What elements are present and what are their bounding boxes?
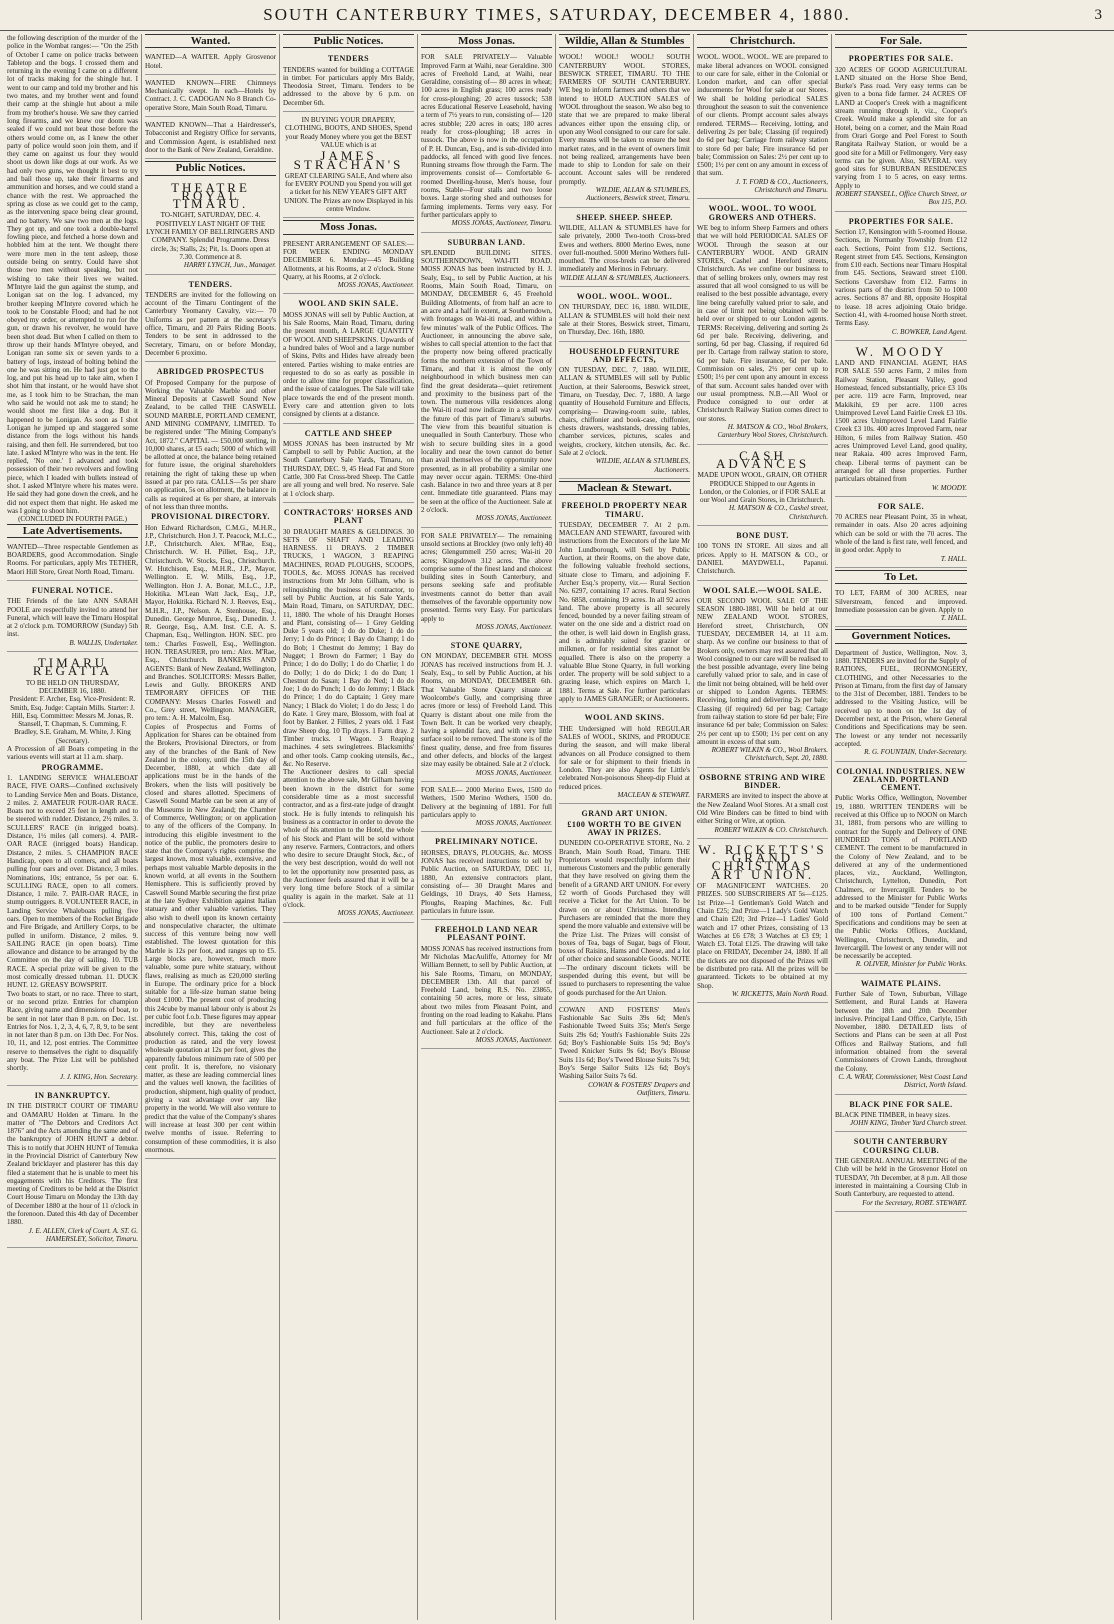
news-story: the following description of the murder of the police in the Wombat ranges:— "On the 25th of October I came on police tracks between Tabletop and the bogs. I crossed them and returning in the evening I came on a different lot of tracks making for the shingle hut. I went to our camp and told my brother and his two mates, and my brother went and found their camp at the shingle hut about a mile from my brother's house. We saw they carried long firearms, and we knew our doom was sealed if we could not beat those before the others would come on, as I knew the other party of police would soon join them, and if they came on against us four they would shoot us down like dogs at our work. As we had only two guns, we thought it best to try and bail those up, take their firearms and ammunition and horses, and we could stand a chance with the rest. We approached the spring as close as we could get to the camp, as the intervening space being clear ground, and no battery. We saw two men at the logs. They got up, and one took a double-barrel fowling piece, and fetched a horse down and hobbled him at the tent. We thought there were more men in the tent asleep, those outside being on sentry. Could have shot those two men without speaking, but not wishing to take their lives we waited. M'Intyre laid the gun against the stump, and Lonigan sat on the log. I advanced, my brother keeping M'Intyre covered which he took to be Constable Flood; and had he not obeyed my order, or attempted to run for the gun, or drawn his revolver, he would have been shot dead. But when I called on them to throw up their hands M'Intyre obeyed, and Lonigan ran some six or seven yards to a battery of logs, instead of bolting behind the one he was sitting on. He had just got to the log, and put his head up to take aim, when I shot him that instant, or he would have shot me, as I took him to be Strachan, the man who said he would not ask me to stand; he would shoot me first like a dog. But it happened to be Lonigan. As soon as I shot Lonigan he jumped up and staggered some distance from the logs without his hands raising, and then fell. He surrendered, but too late. I asked M'Intyre who was in the tent. He replied, 'No one.' I advanced and took possession of their two revolvers and fowling piece, which I loaded with bullets instead of shot. I asked M'Intyre where his mates were. He said they had gone down the creek, and he did not expect them that night. He asked me was I going to shoot him. — [7, 34, 138, 515]
ad-title: TIMARU REGATTA — [32, 655, 113, 679]
ad-sections — [421, 530, 552, 637]
ad-signature: ROBERT WILKIN & CO. Christchurch. — [714, 825, 828, 834]
ad-waihi-farm — [421, 51, 552, 232]
ad-signature: H. MATSON & CO., Wool Brokers, Canterbury Wool Stores, Christchurch. — [717, 423, 828, 440]
ad-title: FREEHOLD LAND NEAR PLEASANT POINT. — [434, 925, 539, 943]
ad-black-pine — [835, 1097, 967, 1133]
ad-title: FOR SALE. — [877, 501, 925, 511]
ad-waiter — [145, 51, 276, 75]
ad-title: STONE QUARRY, — [450, 641, 523, 651]
ad-text: TUESDAY, DECEMBER 7. At 2 p.m. MACLEAN AND STEWART, favoured with instructions from the Executors of the late Mr John Lundborough, will Sell by Public Auction, at their Rooms, on the above date, the following valuable freehold sections, situate close to Timaru, and adjoining F. Archer Esq.'s property, viz.— Rural Section No. 6297, containing 17 acres. Rural Section No. 6858, containing 19 acres. In all 92 acres land. The above property is all securely fenced, bounded by a never failing stream of water on the one side and a district road on the other, is well laid down in English grass, and is admirably suited for grazier or milkmen, or for residential sites cannot be equalled. There is also on the property a valuable Blue Stone Quarry, in full working order. The property will be sold subject to a grazing lease, which expires on March 1, 1881. Terms at Sale. For further particulars apply to JAMES GRANGER; or Auctioneers. — [559, 520, 690, 704]
ad-quarry — [421, 638, 552, 782]
ad-title: FREEHOLD PROPERTY NEAR TIMARU. — [561, 501, 688, 519]
ad-text: FARMERS are invited to inspect the above at the New Zealand Wool Stores. At a small cost Old Wire Binders can be fitted to bind with either String or Wire, at option. — [697, 792, 828, 826]
ad-text: PRESENT ARRANGEMENT OF SALES:— FOR WEEK ENDING MONDAY DECEMBER 6. Monday—45 Building Allotments, at his Rooms, at 2 o'clock. Stone Quarry, at his Rooms, at 2 o'clock. — [283, 239, 414, 281]
ad-text: ON MONDAY, DECEMBER 6TH. MOSS JONAS has received instructions from H. J. Sealy, Esq., to sell by Public Auction, at his Rooms, on MONDAY, DECEMBER 6th. That Valuable Stone Quarry situate at Woolcombe's Gully, and comprising three acres (more or less) of Freehold Land. This Quarry is distant about one mile from the Town Belt. It can be worked very cheaply, having a splendid face, and with very little surface soil to be removed. The stone is of the finest quality, dense, and free from fissures and other defects, and blocks of the largest size may easily be obtained. Sale at 2 o'clock. — [421, 652, 552, 769]
ad-signature: C. BOWKER, Land Agent. — [891, 327, 967, 336]
ad-bone-dust — [697, 528, 828, 580]
ad-text: 70 ACRES near Pleasant Point, 35 in wheat, remainder in oats. Also 20 acres adjoining which can be sold or with the 70 acres. The whole of the land is first rate, well fenced, and in good order. Apply to — [835, 513, 967, 555]
ad-wool-skin — [283, 296, 414, 423]
ad-ewes — [421, 784, 552, 832]
ad-signature: HARRY LYNCH, Jun., Manager. — [183, 261, 276, 270]
column-6 — [694, 34, 832, 1620]
ad-text: COWAN AND FOSTERS' Men's Fashionable Sac Suits 39s 6d; Men's Fashionable Tweed Suits 35s; Men's Serge Suits 29s 6d; Youth's Fashionable Suits 22s 6d; Boy's Fashionable Suits 15s 9d; Boy's Tweed Knicker Suits 9s 6d; Boy's Blouse Suits 11s 6d; Boy's Tweed Blouse Suits 7s 9d; Boy's Serge Sailor Suits 12s 6d; Boy's Washing Sailor Suits 7s 6d. — [559, 1005, 690, 1081]
ad-cattle-sheep — [283, 426, 414, 503]
ad-text: DUNEDIN CO-OPERATIVE STORE, No. 2 Branch, Main South Road, Timaru. THE Proprietors would respectfully inform their numerous Customers and the public generally that they have resolved on giving them the benefit of a GRAND ART UNION. For every £2 worth of Goods Purchased they will receive a Ticket for the Art Union. To be drawn on or about Christmas. Intending Purchasers are reminded that the more they spend the more valuable and extensive will be the Prize List. The Prizes will consist of boxes of Tea, bags of Sugar, bags of Flour, boxes of Raisins, Hams and Cheese, and a lot of other choice and seasonable Goods. NOTE—The ordinary discount tickets will be suspended during this event, but will be issued to purchasers to representing the value of goods purchased for the Art Union. — [559, 839, 690, 997]
ad-text: TENDERS are invited for the following on account of the Timaru Contingent of the Canterbury Yeomanry Cavalry, viz:— 70 Uniforms as per pattern at the secretary's office, Timaru, and 20 Pairs Riding Boots. Tenders to be sent in addressed to the Secretary, Timaru, on or before Monday, December 6 proximo. — [145, 290, 276, 357]
ad-bankruptcy — [7, 1088, 138, 1248]
ad-chimneys — [145, 77, 276, 117]
ad-regatta — [7, 654, 138, 1086]
ad-title: PROGRAMME. — [41, 762, 104, 772]
ad-signature: COWAN & FOSTERS' Drapers and Outfitters, Timaru. — [588, 1080, 690, 1097]
ad-text: 100 TONS IN STORE. All sizes and all prices. Apply to H. MATSON & CO., or DANIEL MAYDWELL, Papanui. Christchurch. — [697, 542, 828, 576]
ad-title: PROPERTIES FOR SALE. — [848, 54, 954, 64]
ad-text: Section 17, Kensington with 5-roomed House. Sections, in Normanby Township from £12 each. Sections, Point from £12. Sections, Regent street from £45. Sections, Kensington from £10 each. Sections near Timaru Hospital from £45. Sections, Seaward street £100. Sections Cavershaw from £12. Farms in various parts of the district from 50 to 1000 acres. Sections 87 and 88, opposite Hospital to lease. 18 acres adjoining Otaio bridge. Section 41, with 4-roomed house North street. Terms Easy. — [835, 227, 967, 328]
ad-text: MOSS JONAS has received instructions from Mr Nicholas MacAuliffe, Attorney for Mr William Bennett, to sell by Public Auction, at his Sale Rooms, Timaru, on MONDAY, DECEMBER 13th. All that parcel of Freehold Land, being R.S. No. 23865, containing 50 acres, more or less, situate about two miles from Pleasant Point, and fronting on the road leading to Kakahu. Plans and full particulars at the office of the Auctioneer. Sale at 2 o'clock. — [421, 944, 552, 1036]
ad-stansell — [835, 51, 967, 211]
ad-title: WOOL SALE.—WOOL SALE. — [703, 585, 822, 595]
ad-tenders — [145, 277, 276, 363]
ad-signature: R. G. FOUNTAIN, Under-Secretary. — [864, 748, 967, 757]
ad-text: WOOL. WOOL. WOOL. WE are prepared to make liberal advances on WOOL consigned to our care for sale, either in the Colonial or London market, and can offer special inducements for Wool for sale at our Stores. We shall be holding periodical SALES throughout the season to suit the convenience of our clients. Prompt account sales always rendered. TERMS— Receiving, lotting, and delivering 2s per bale; Classing (if required) do 6d per bag; Carriage from railway station to store 6d per bale; Fire insurance 6d per bale; Commission on Sales: 2½ per cent up to £500; 1½ per cent on any amount in excess of that sum. — [697, 53, 828, 178]
ad-text: WANTED—A WAITER. Apply Grosvenor Hotel. — [145, 53, 276, 70]
ad-text: WANTED KNOWN—That a Hairdresser's, Tobacconist and Registry Office for servants, and Commission Agent, is established next door to the Bank of New Zealand, Geraldine. — [145, 121, 276, 154]
ad-title: WOOL. WOOL. TO WOOL GROWERS AND OTHERS. — [708, 204, 817, 222]
ad-text: HORSES, DRAYS, PLOUGHS, &c. MOSS JONAS has received instructions to sell by Public Auction, on SATURDAY, DEC 11, 1880, An extensive contractors plant, consisting of— 30 Draught Mares and Geldings, 10 Drays, 40 Sets Harness, Ploughs, Reaping Machines, &c. Full particulars in future issue. — [421, 848, 552, 915]
ad-ricketts — [697, 841, 828, 1003]
page-number: 3 — [1094, 7, 1104, 23]
ad-title: JAMES STRACHAN'S — [293, 148, 404, 172]
ad-text: WOOL! WOOL! WOOL! SOUTH CANTERBURY WOOL STORES, BESWICK STREET, TIMARU. TO THE FARMERS OF SOUTH CANTERBURY. WE beg to inform farmers and others that we intend to HOLD AUCTION SALES of WOOL throughout the season. We also beg to state that we are prepared to make liberal advances either upon the ensuing clip, or upon any Wool consigned to our care for sale. Every means will be taken to ensure the best market rates, and in the event of owners limit not being realized, arrangements have been made to ship to London for sale on their account. Account sales will be rendered promptly. — [559, 53, 690, 186]
ad-title: WOOL AND SKIN SALE. — [298, 299, 399, 309]
column-5 — [556, 34, 694, 1620]
ad-title: TENDERS. — [188, 279, 233, 289]
column-2 — [142, 34, 280, 1620]
ad-theatre — [145, 179, 276, 275]
ad-text: Hon Edward Richardson, C.M.G., M.H.R., J.P., Christchurch. Hon J. T. Peacock, M.L.C., J.P., Christchurch. Alex. M'Rae, Esq., Christchurch. W. H. Pilliet, Esq., J.P., Christchurch. W. Stocks, Esq., Christchurch. W. Hutchison, Esq., M.H.R., J.P., Mayor, Wellington. E. W. Mills, Esq., J.P., Wellington. Hon J. A. Bonar, M.L.C., J.P., Hokitika. M'Lean Watt Jack, Esq., J.P., Mayor, Hokitika. Richard N. J. Reeves, Esq., M.H.R., J.P., Nelson. A. Stenhouse, Esq., Dunedin. George Munroe, Esq., Dunedin. J. R. George, Esq., A.M. Inst. C.E. A. S. Chapman, Esq., Wellington. HON. SEC. pro tem.: Charles Foswell, Esq., Wellington. HON. TREASURER, pro tem.: Alex. M'Rae, Esq., Christchurch. BANKERS AND AGENTS: Bank of New Zealand, Wellington, and Branches. SOLICITORS: Messrs Baller, Lewis and Gully. BROKERS AND TEMPORARY OFFICES OF THE COMPANY: Messrs Charles Foswell and Co., Grey street, Wellington. MANAGER, pro tem.: A. H. Malcolm, Esq. — [145, 523, 276, 723]
ad-text: A Procession of all Boats competing in the various events will start at 11 a.m. sharp. — [7, 745, 138, 762]
ad-title: W. MOODY — [855, 343, 947, 359]
ad-signature: WILDIE ALLAN & STUMBLES, Auctioneers. — [560, 273, 690, 282]
ad-title: SOUTH CANTERBURY COURSING CLUB. — [853, 1137, 949, 1155]
ad-text: GREAT CLEARING SALE, And where also for EVERY POUND you Spend you will get a ticket for his NEW YEAR'S GIFT ART UNION. The Prizes are now Displayed in his centre Window. — [284, 171, 413, 214]
column-1 — [4, 34, 142, 1620]
ad-moody — [835, 343, 967, 497]
ad-signature: H. MATSON & CO., Cashel street, Christchurch. — [729, 504, 828, 521]
ad-text: ON TUESDAY, DEC. 7, 1880. WILDIE, ALLAN & STUMBLES will sell by Public Auction, at their Salerooms, Beswick street, Timaru, on Tuesday, Dec. 7, 1880. A large quantity of Household Furniture and Effects, comprising— Drawing-room suite, tables, chairs, chiffonier and book-case, chiffonier, chests drawers, washstands, dressing tables, chamber services, pictures, scales and weights, crockery, kitchen utensils, &c. &c. Sale at 2 o'clock. — [559, 366, 690, 458]
ad-signature: T. HALL. — [940, 554, 967, 563]
ad-signature: MOSS JONAS, Auctioneer. — [337, 909, 414, 918]
ad-bowker — [835, 214, 967, 341]
ad-signature: B. WALLIS, Undertaker. — [69, 638, 138, 647]
ad-text: WANTED KNOWN—FIRE Chimneys Mechanically swept. In each—Hotels by Contract. J. C. CADOGAN No 8 Branch Co-operative Store, Main South Road, Timaru. — [145, 78, 276, 112]
ad-pleasant-point — [421, 922, 552, 1049]
ad-text: TO LET, FARM of 300 ACRES, near Silverstream, fenced and improved. Immediate possession can be given. Apply to — [835, 589, 967, 614]
ad-text: THE Undersigned will hold REGULAR SALES of WOOL, SKINS, and PRODUCE during the season, and will make liberal advances on all Produce consigned to them for sale or for shipment to their friends in London. They are also Agents for Little's celebrated Non-poisonous Sheep-dip Fluid at reduced prices. — [559, 724, 690, 791]
section-header-moss-jonas: Moss Jonas. — [283, 220, 414, 234]
ad-title: CONTRACTORS' HORSES AND PLANT — [283, 507, 414, 526]
ad-contractors — [283, 505, 414, 923]
ad-title: PRELIMINARY NOTICE. — [435, 837, 538, 847]
ad-text: Two boats to start, or no race. Three to start, or no second prize. Entries for champion Race, giving name and dimensions of boat, to be sent in not later than 8 p.m. on Dec. 1st. Entries for Nos. 1, 2, 3, 4, 6, 7, 8, 9, to be sent in not later than 8 p.m. on 13th Dec. For Nos. 10, 11, and 12, post entries. The Committee reserve to themselves the right to disqualify any boat. The Prize List will be published shortly. — [7, 989, 138, 1073]
ad-text: WE beg to inform Sheep Farmers and others that we will hold PERIODICAL SALES OF WOOL Through the season at our CANTERBURY WOOL AND GRAIN STORES, Cashel and Hereford streets, Christchurch. As we confine our business to that of selling brokers only, owners may rest assured that all wool consigned to us will be realised to the best possible advantage, every line being carefully valued prior to sale, and in case of limit not being obtained will be held over or shipped to our London agents. TERMS: Receiving, delivering and sorting 2s 6d per bale. Receiving, delivering, and sorting, 6d per bag. Classing, if required 6d per lb. Cartage from railway station to store, 6d per bale. Fire insurance, 6d per bale. Commission on sales, 2½ per cent up to £500; 1½ per cent upon any amount in excess of that sum. Account sales handed over with our usual promptness. N.B.—All Wool or Produce consigned to our order at Christchurch Railway Station comes direct to our stores. — [697, 223, 828, 423]
ad-signature: MOSS JONAS, Auctioneer. — [475, 622, 552, 631]
ad-signature: ROBERT WILKIN & CO., Wool Brokers. Christchurch, Sept. 20, 1880. — [711, 746, 828, 763]
ad-signature: MOSS JONAS, Auctioneer. — [475, 514, 552, 523]
ad-text: Public Works Office, Wellington, November 19, 1880. WRITTEN TENDERS will be received at this Office up to NOON on March 31, 1881, from persons who are willing to contract for the Supply and Delivery of ONE HUNDRED TONS of PORTLAND CEMENT. The cement to be manufactured in the Colony of New Zealand, and to be delivered at any of the undermentioned places, viz., Auckland, Wellington, Christchurch, Lyttelton, Dunedin, Port Chalmers, or Invercargill. Tenders to be addressed to the Minister for Public Works and to be marked outside "Tender for Supply of 100 tons of Portland Cement." Specifications and conditions may be seen at the Public Works Offices, Auckland, Wellington, Christchurch, Dunedin, and Invercargill. The lowest or any tender will not be necessarily be accepted. — [835, 794, 967, 961]
ad-arrangement — [283, 238, 414, 295]
ad-preliminary — [421, 834, 552, 920]
ad-justice — [835, 647, 967, 762]
ad-cottage-tenders — [283, 51, 414, 112]
ad-hall-sale — [835, 499, 967, 568]
section-header-to-let: To Let. — [835, 570, 967, 584]
section-header-maclean: Maclean & Stewart. — [559, 481, 690, 495]
ad-signature: J. T. FORD & CO., Auctioneers, Christchurch and Timaru. — [735, 177, 828, 195]
ad-title: WOOL. WOOL. WOOL. — [576, 292, 673, 302]
ad-cowan-fosters — [559, 1004, 690, 1102]
ad-text: ON THURSDAY, DEC 16, 1880. WILDIE, ALLAN & STUMBLES will hold their next sale at their Stores, Beswick street, Timaru, on Thursday, Dec. 16th, 1880. — [559, 303, 690, 337]
section-header-public-notices: Public Notices. — [283, 34, 414, 48]
ad-text: President: F. Archer, Esq. Vice-President: R. Smith, Esq. Judge: Captain Mills. Starter: J. Hill, Esq. Committee: Messrs M. Jonas, R. Stansell, T. Chapman, S. Cumming, F. Bradley, S.E. Graham, M. White, J. King (Secretary). — [9, 695, 136, 745]
ad-title: PROPERTIES FOR SALE. — [848, 216, 954, 226]
ad-household — [559, 344, 690, 479]
ad-title: COLONIAL INDUSTRIES. NEW ZEALAND. PORTLAND CEMENT. — [836, 766, 966, 793]
ad-text: WILDIE, ALLAN & STUMBLES have for sale privately, 2000 Two-tooth Cross-bred Ewes and wethers. 8000 Merino Ewes, none over full-mouthed. 5000 Merino Wethers full-mouthed. The cross-breds can be delivered immediately and Merinos in February. — [559, 223, 690, 274]
ad-suburban — [421, 235, 552, 528]
ad-second-wool-sale — [697, 583, 828, 768]
ad-title: SUBURBAN LAND. — [447, 237, 526, 247]
ad-title: WOOL AND SKINS. — [584, 713, 665, 723]
ad-text: Copies of Prospectus and Forms of Application for Shares can be obtained from the Brokers, Provisional Directors, or from any of the branches of the Bank of New Zealand in the colony, until the 15th day of December, 1880, at which date all applications must be in the hands of the Brokers, when the lists will positively be closed and shares allotted. Specimens of Caswell Sound Marble can be seen at any of the Museums in New Zealand; the Chamber of Commerce, Wellington; or on application to any of the officers of the Company. In introducing this eligible investment to the notice of the public, the promoters desire to state that the Company's rights comprise the largest known, most valuable, extensive, and perhaps most valuable Marble deposits in the known world, at all events in the Southern Hemisphere. This is sufficiently proved by Caswell Sound Marble securing the first prize at the late Sydney Exhibition against Italian statuary and other valuable varieties. They also wish to dwell upon its known certainty and nonspeculative character, the ultimate success of this venture being now well established. The lowest quotation for this Marble is 12s per foot, and ranges up to £5. Large blocks are, however, much more valuable, some pure white statuary, without flaws, realising as much as £20,000 sterling in Europe. The ordinary price for a block suitable for a life-size human statue being about £1000. The present cost of producing this 24cube by manual labour only is about 2s per cubic foot f.o.b. These figures may appear incredible, but they are nevertheless absolutely correct. This, taking the cost of production as rated, and the very lowest wholesale quotation at 12s per foot, gives the apparently fabulous minimum rate of 500 per cent profit. It is, therefore, no visionary matter, as these are leading commercial lines and the values well known, the facilities of production, shipment, high quality of product, giving a vast advantage over any like property in the world. We will also venture to predict that the value of the Company's shares will increase at least 300 per cent within twelve months of issue. Referring to consumption of these commodities, it is also enormous. — [145, 722, 276, 1154]
ad-text: MOSS JONAS has been instructed by Mr Campbell to sell by Public Auction, at the South Canterbury Sale Yards, Timaru, on THURSDAY, DEC. 9, 45 Head Fat and Store Cattle, 300 Fat Cross-bred Sheep. The Cattle are all young and well bred. No reserve. Sale at 1 o'clock sharp. — [283, 439, 414, 498]
ad-ford-wool — [697, 51, 828, 199]
ad-wool-stores — [559, 51, 690, 207]
ad-text: MOSS JONAS will sell by Public Auction, at his Sale Rooms, Main Road, Timaru, during the present month, A LARGE QUANTITY OF WOOL AND SHEEPSKINS. Upwards of a hundred bales of Wool and a large number of Skins, Pelts and Hides have already been entered. Parties wishing to make entries are requested to do so as early as possible in order to allow time for proper classification, and the issue of catalogues. The Sale will take place towards the end of the present month. Every care and attention given to lots consigned by clients at a distance. — [283, 310, 414, 419]
ad-title: ABRIDGED PROSPECTUS — [156, 367, 265, 377]
ad-text: Department of Justice, Wellington, Nov. 3, 1880. TENDERS are invited for the Supply of RATIONS, FUEL, IRONMONGERY, CLOTHING, and other Necessaries to the Prison at Timaru, from the first day of January to the 31st of December, 1881. Tenders to be addressed to the Visiting Justice, will be received up to noon on the 1st day of December next, at the Prison, where General Conditions and Specifications may be seen. The lowest or any tender not necessarily accepted. — [835, 648, 967, 748]
masthead-title: SOUTH CANTERBURY TIMES, SATURDAY, DECEMBER 4, 1880. — [263, 5, 851, 24]
ad-boarders — [7, 541, 138, 581]
ad-subtitle: TO BE HELD ON THURSDAY, DECEMBER 16, 1880. — [25, 678, 120, 695]
ad-signature: W. RICKETTS, Main North Road. — [731, 989, 828, 998]
ad-title: CATTLE AND SHEEP — [304, 428, 393, 438]
ad-text: SPLENDID BUILDING SITES. SOUTHERNDOWN, WAI-ITI ROAD. MOSS JONAS has been instructed by H. J. Sealy, Esq., to sell by Public Auction, at his Rooms, Main South Road, Timaru, on MONDAY, DECEMBER 6, 45 Freehold Building Allotments, of from half an acre to an acre and a half in extent, at Southerndown, with frontages on Wai-iti road, and within a few minutes' walk of the Public Offices. The Auctioneer, in announcing the above sale, wishes to call special attention to the fact that the property now being offered practically forms the northern extension of the Town of Timaru, and that it is almost the only neighbourhood in which business men can find the great desiderata—quiet retirement and proximity to the business part of the town. The numerous villa residences along the Wai-iti road now indicate in a small way the future of this part of Timaru's suburbs. The view from this beautiful situation is unequalled in South Canterbury. Those who wish to secure building sites in a good locality and near the town cannot do better than avail themselves of the opportunity now presented, as in all probability a similar one may never occur again. TERMS: One-third cash. Balance in two and three years at 8 per cent. Immediate title guaranteed. Plans may be seen at the office of the Auctioneer. Sale at 2 o'clock. — [421, 248, 552, 515]
column-4 — [418, 34, 556, 1620]
section-header-government: Government Notices. — [835, 629, 967, 643]
ad-title: FUNERAL NOTICE. — [31, 586, 114, 595]
section-header-late: Late Advertisements. — [7, 524, 138, 538]
section-header-moss-jonas: Moss Jonas. — [421, 34, 552, 48]
ad-signature: R. OLIVER, Minister for Public Works. — [855, 960, 967, 969]
ad-osborne — [697, 770, 828, 839]
ad-title: OSBORNE STRING AND WIRE BINDER. — [699, 772, 826, 791]
ad-signature: MOSS JONAS, Auctioneer. — [475, 819, 552, 828]
section-header-wanted: Wanted. — [145, 34, 276, 48]
ad-text: LAND AND FINANCIAL AGENT, HAS FOR SALE 550 acres Farm, 2 miles from Railway Station, Pleasant Valley, good Homestead, fenced substantially, price £3 10s per acre. 119 acre Farm, Improved, near Makikihi, £9 per acre. 1100 acres Unimproved Level Land Fairlie Creek £3 10s. 1500 acres Unimproved Level Land Fairlie Creek £3 10s. 400 acres Improved Farm, near Hilton, 6 miles from Railway Station. 450 acres Unimproved Level Land, good quality, near Rakaia. 400 acres Improved Farm, cheap. Liberal terms of payment can be arranged for all these properties. Further particulars obtained from — [835, 359, 967, 484]
ad-title: BLACK PINE FOR SALE. — [849, 1099, 953, 1109]
ad-signature: WILDIE, ALLAN & STUMBLES, Auctioneers. — [595, 457, 690, 474]
section-header-christchurch: Christchurch. — [697, 34, 828, 48]
ad-portland-cement — [835, 764, 967, 974]
ad-prospectus — [145, 364, 276, 1159]
section-header-wildie: Wildie, Allan & Stumbles — [559, 34, 690, 48]
ad-freehold-timaru — [559, 498, 690, 708]
ad-signature: J. J. KING, Hon. Secretary. — [60, 1072, 138, 1081]
ad-text: WANTED—Three respectable Gentlemen as BOARDERS, good Accommodation. Single Rooms. For particulars, apply Mrs TETHER, Maori Hill Store, Great North Road, Timaru. — [7, 542, 138, 576]
ad-text: FOR SALE— 2000 Merino Ewes, 1500 do Wethers, 1500 Merino Wethers, 1500 do. Delivery at the beginning of 1881. For full particulars apply to — [421, 785, 552, 819]
ad-signature: WILDIE, ALLAN & STUMBLES, Auctioneers, Beswick street, Timaru. — [586, 186, 690, 203]
ad-headline: £100 WORTH TO BE GIVEN AWAY IN PRIZES. — [567, 819, 682, 837]
ad-text: FOR SALE PRIVATELY— The remaining unsold sections at Brockley (two only left) 40 acres; Glengummell 250 acres; Wai-iti 20 acres; Kingsdown 312 acres. The above comprise some of the finest land and choicest building sites in South Canterbury, and persons seeking safe and profitable investments cannot do better than avail themselves of the favorable opportunity now presented. Terms very Easy. For particulars apply to — [421, 531, 552, 623]
ad-signature: W. MOODY. — [931, 483, 967, 492]
ad-signature: J. E. ALLEN, Clerk of Court. A. ST. G. HAMERSLEY, Solicitor, Timaru. — [28, 1226, 138, 1243]
ad-text: THE GENERAL ANNUAL MEETING of the Club will be held in the Grosvenor Hotel on TUESDAY, 7th December, at 8 p.m. All those interested in maintaining a Coursing Club in South Canterbury, are requested to attend. — [835, 1157, 967, 1199]
ad-text: IN BUYING YOUR DRAPERY, CLOTHING, BOOTS, AND SHOES, Spend your Ready Money where you get the BEST VALUE which is at — [284, 116, 413, 149]
ad-text: OUR SECOND WOOL SALE OF THE SEASON 1880-1881, Will be held at our NEW ZEALAND WOOL STORES, Hereford street, Christchurch, ON TUESDAY, DECEMBER 14, at 11 a.m. sharp. As we confine our business to that of Brokers only, owners may rest assured that all Wool consigned to our care will be realised to the best possible advantage, every line being carefully valued prior to sale, and in case of the limit not being obtained, will be held over or shipped to London Agents. TERMS: Receiving, lotting and delivering 2s per bale; Classing (if required) 6d per bag; Cartage from railway station to store 6d per bale; Fire insurance 6d per bale; Commission on Sales: 2½ per cent up to £500; 1½ per cent on any amount in excess of that sum. — [697, 596, 828, 746]
ad-title: GRAND ART UNION. — [581, 809, 668, 819]
ad-hairdresser — [145, 119, 276, 159]
ad-text: 320 ACRES OF GOOD AGRICULTURAL LAND situated on the Horse Shoe Bend, Burke's Pass road. Very easy terms can be given to a bona fide farmer. 24 ACRES OF LAND at Cooper's Creek with a magnificent stream running through it, viz., Cooper's Creek. Would make a splendid site for an Hotel, being on a corner, and the Main Road from Orari Gorge and Peel Forest to South Rangitata Railway Station, or would be a good site for a Mill or Fellmongery. Very easy terms can be given. Also, SEVERAL very good sites for SUBURBAN RESIDENCES varying from 1 to 5 acres, on easy terms. Apply to — [835, 65, 967, 190]
ad-text: MADE UPON WOOL, GRAIN, OR OTHER PRODUCE Shipped to our Agents in London, or the Colonies, or if FOR SALE at our Wool and Grain Stores, in Christchurch. — [697, 471, 828, 505]
ad-signature: MOSS JONAS, Auctioneer. — [475, 768, 552, 777]
ad-signature: MACLEAN & STEWART. — [617, 791, 690, 800]
ad-signature: ROBERT STANSELL, Office Church Street, or Box 115, P.O. — [835, 190, 967, 207]
ad-title: IN BANKRUPTCY. — [34, 1090, 111, 1100]
ad-title: BONE DUST. — [736, 531, 789, 541]
columns — [4, 34, 1110, 1620]
ad-signature: JOHN KING, Timber Yard Church street. — [850, 1119, 967, 1128]
ad-signature: MOSS JONAS, Auctioneer, Timaru. — [451, 219, 552, 228]
ad-text: OF MAGNIFICENT WATCHES. 20 PRIZES. 500 SUBSCRIBERS AT 5s—£125. 1st Prize—1 Gentleman's Gold Watch and Chain £25; 2nd Prize—1 Lady's Gold Watch and Chain £20; 3rd Prize—1 Ladies' Gold watch and 17 other Prizes, consisting of 13 Watches at £6 £78; 3 Watches at £3 £9; 1 Watch £3. Total £125. The drawing will take place on FRIDAY, December 24, 1880. If all the tickets are not disposed of the Prizes will be distributed pro rata. All the prizes will be guaranteed. Tickets to be obtained at my Shop. — [697, 882, 828, 990]
ad-sheep — [559, 210, 690, 287]
ad-text: 30 DRAUGHT MARES & GELDINGS. 30 SETS OF SHAFT AND LEADING HARNESS. 11 DRAYS. 2 TIMBER TRUCKS, 1 WAGON, 3 REAPING MACHINES, ROAD PLOUGHS, SCOOPS, TOOLS, &c. MOSS JONAS has received instructions from Mr John Gilham, who is relinquishing the business of contractor, to sell by Public Auction, at his Sale Yards, Main Road, Timaru, on SATURDAY, DEC. 11, 1880. The whole of his Draught Horses and Plant, consisting of— 1 Grey Gelding Duke 5 years old; 1 do do Duke; 1 do do Jerry; 1 do do Prince; 1 Bay do Champ; 1 do do Bob; 1 Chestnut do Jemmy; 1 Bay do Nugget; 1 Brown do Farmer; 1 Bay do Prince; 1 do do Dolly; 1 do do Charlie; 1 do do Dolly; 1 do do Dick; 1 do do Dan; 1 Chestnut do Sasan; 1 Bay do Ned; 1 do do Joe; 1 do do Punch; 1 do do Jemmy; 1 Black do Prince; 1 do do Captain; 1 Grey mare Nancy; 1 Black do Violet; 1 do do Jess; 1 do do Kate. 1 Grey mare, Blossom, with foal at foot by Banker. 2 Fillies, 2 years old. 1 Fast draw Sheep dog. 10 Tip drays. 1 Farm dray. 2 Timber trucks. 1 Wagon. 3 Reaping machines. 4 sets swingletrees. Blacksmiths' and other tools. Camp cooking utensils, &c., &c. No Reserve. — [283, 527, 414, 768]
column-3 — [280, 34, 418, 1620]
ad-title: W. RICKETTS'S GRAND CHRISTMAS ART UNION. — [698, 841, 827, 882]
ad-waimate — [835, 976, 967, 1095]
concluded-note: (CONCLUDED IN FOURTH PAGE.) — [18, 515, 127, 524]
ad-signature: C. A. WRAY, Commissioner, West Coast Land District, North Island. — [838, 1072, 967, 1090]
ad-text: The Auctioneer desires to call special attention to the above sale, Mr Gilham having been known in the district for some considerable time as a most successful contractor, and as a first-rate judge of draught stock. He is fully intends to relinquish his business as a contractor in order to devote the whole of his attention to the Hotel, the whole of his Stock and Plant will be sold without any reserve. Farmers, Contractors, and others who desire to secure Draught Stock, &c., of the very best description, would do well not to let the opportunity now presented pass, as the Auctioneer feels assured that it will be a very long time before Stock of a similar quality is again in the market. Sale at 11 o'clock. — [283, 768, 414, 909]
ad-title: THEATRE ROYAL TIMARU. — [171, 179, 250, 212]
ad-art-union — [559, 806, 690, 1002]
ad-title: CASH ADVANCES — [715, 447, 810, 471]
ad-title: PROVISIONAL DIRECTORY. — [151, 512, 270, 522]
ad-signature: MOSS JONAS, Auctioneer. — [475, 1035, 552, 1044]
column-7 — [832, 34, 970, 1620]
ad-text: FOR SALE PRIVATELY— Valuable Improved Farm at Waihi, near Geraldine. 300 acres of Freehold Land, at Waihi, near Geraldine, consisting of— 80 acres in wheat; 100 acres in English grass; 100 acres ready for cross-ploughing; 20 acres tussock; 538 acres Educational Reserve Leasehold, having a term of 7½ years to run, consisting of— 120 acres stubble; 220 acres in oats; 180 acres ready for cross-ploughing; 18 acres in tussock. The above is now in the occupation of P. H. Duncan, Esq., and is sub-divided into paddocks, all fenced with good live fences. Running streams flow through the Farm. The improvements consist of— Comfortable 6-roomed Dwelling-house, Men's house, four rooms, Stable—Four stalls and two loose boxes. Large storing shed and outhouses for farming implements. Terms very easy. For further particulars apply to — [421, 53, 553, 219]
ad-text: Of Proposed Company for the purpose of Working the Valuable Marble and other Mineral Deposits at Caswell Sound New Zealand, to be called THE CASWELL SOUND MARBLE, PORTLAND CEMENT, AND MINING COMPANY, LIMITED. To be registered under "The Mining Company's Act, 1872." CAPITAL — £50,000 sterling, in 10,000 shares, at £5 each; 5000 of which will be allotted at once, the balance being retained for future issue, the original shareholders retaining the right of taking these up when issued at par pro rata. CALLS—5s per share on application, 5s on allotment, the balance in calls as required at 6s per share, at intervals of not less than three months. — [145, 378, 276, 511]
ad-wool-growers — [697, 201, 828, 444]
masthead — [0, 0, 1114, 31]
ad-title: TENDERS — [327, 54, 370, 64]
ad-title: HOUSEHOLD FURNITURE AND EFFECTS, — [569, 346, 680, 364]
ad-text: Further Sale of Town, Suburban, Village Settlement, and Rural Lands at Hawera between the 18th and 20th December inclusive. Principal Land Office, Carlyle, 15th November, 1880. DETAILED lists of Sections and Plans can be seen at all Post Offices and Railway Stations, and full information obtained from the several Commissioners of Crown Lands, throughout the Colony. — [835, 989, 967, 1073]
ad-funeral — [7, 583, 138, 652]
ad-title: WAIMATE PLAINS. — [860, 978, 942, 988]
ad-wool-skins — [559, 710, 690, 804]
ad-wool-sale — [559, 289, 690, 341]
ad-signature: T. HALL. — [940, 614, 967, 623]
ad-signature: MOSS JONAS, Auctioneer. — [337, 281, 414, 290]
ad-text: IN THE DISTRICT COURT OF TIMARU and OAMARU Holden at Timaru. In the matter of "The Debtors and Creditors Act 1876" and the Acts amending the same and of the bankruptcy of JOHN HUNT a debtor. This is to notify that JOHN HUNT of Temuka in the Provincial District of Canterbury New Zealand bricklayer and plasterer has this day filed a statement that he is unable to meet his engagements with his Creditors. The first meeting of Creditors to be held at the District Court House Timaru on Monday the 13th day of December 1880 at the hour of 11 o'clock in the forenoon. Dated this 4th day of December 1880. — [7, 1102, 138, 1227]
ad-signature: For the Secretary, ROBT. STEWART. — [862, 1198, 967, 1207]
ad-text: BLACK PINE TIMBER, in heavy sizes. — [835, 1110, 951, 1119]
section-header-for-sale: For Sale. — [835, 34, 967, 48]
ad-title: SHEEP. SHEEP. SHEEP. — [576, 212, 673, 222]
ad-text: TENDERS wanted for building a COTTAGE in timber. For particulars apply Mrs Baldy, Theodosia Street, Timaru. Tenders to be addressed to the above by 6 p.m. on December 6th. — [283, 65, 414, 107]
ad-to-let — [835, 587, 967, 627]
ad-text: TO-NIGHT, SATURDAY, DEC. 4. POSITIVELY LAST NIGHT OF THE LYNCH FAMILY OF BELLRINGERS AND COMPANY. Splendid Programme. Dress circle, 3s; Stalls, 2s; Pit, 1s. Doors open at 7.30. Commence at 8. — [146, 211, 275, 261]
ad-coursing — [835, 1134, 967, 1211]
section-header-public-notices: Public Notices. — [145, 161, 276, 175]
ad-strachan — [283, 114, 414, 218]
ad-text: THE Friends of the late ANN SARAH POOLE are respectfully invited to attend her Funeral, which will leave the Timaru Hospital at 2 o'clock p.m. TOMORROW (Sunday) 5th inst. — [7, 597, 138, 639]
ad-cash-advances — [697, 447, 828, 526]
ad-text: 1. LANDING SERVICE WHALEBOAT RACE, FIVE OARS—Confined exclusively to Landing Service Men and Boats. Distance, 2 miles. 2. AMATEUR FOUR-OAR RACE. Boats not to exceed 25 feet in length and to be steered with rudder. Distance, 2½ miles. 3. SCULLERS' RACE (in inrigged boats). Distance, 1½ miles (all comers). 4. PAIR-OAR RACE (inrigged boats) Handicap. Distance, 2 miles. 5. CHAMPION RACE Handicap, open to all comers, and all boats pulling four oars and over. Distance, 3 miles. Nominations, 10s; entrance, 5s per oar. 6. SCULLING RACE, open to all comers. Distance, 1 mile. 7. PAIR-OAR RACE, in stump outriggers. 8. VOLUNTEER RACE, in Landing Service Whaleboats pulling five oars. Open to members of the Rocket Brigade and Fire Brigade, and Artillery Corps, to be pulled in uniform. Distance, 2 miles. 9. SAILING RACE (in open boats). Time allowance and distance to be arranged by the Committee on the day of sailing. 10. TUB RACE. A special prize will be given to the most comically dressed tubman. 11. DUCK HUNT. 12. GREASY BOWSPRIT. — [7, 773, 138, 990]
